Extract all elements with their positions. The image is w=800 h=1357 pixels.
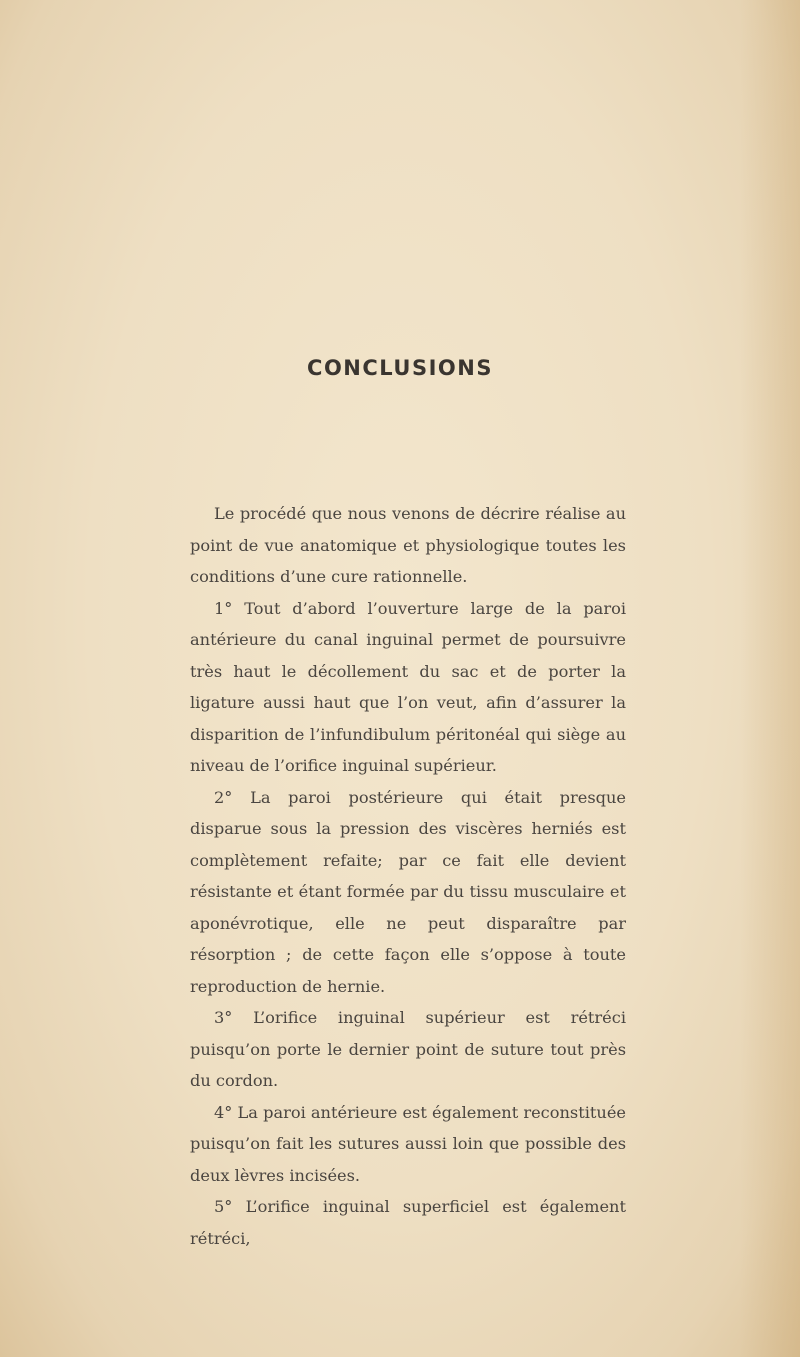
page-title: CONCLUSIONS — [307, 356, 493, 380]
paragraph-point-5: 5° L’orifice inguinal superficiel est également rétréci, — [190, 1197, 626, 1248]
paragraph-point-1: 1° Tout d’abord l’ouverture large de la paroi antérieure du canal inguinal permet de poursuivre très haut le décollement du sac et de porter la ligature aussi haut que l’on veut, afin d’assurer la disparition de l’infundibulum péritonéal qui siège au niveau de l’orifice inguinal supérieur. — [190, 598, 626, 775]
paragraph-point-2: 2° La paroi postérieure qui était presque disparue sous la pression des viscères herniés est complètement refaite; par ce fait elle devient résistante et étant formée par du tissu musculaire et aponévrotique, elle ne peut disparaître par résorption ; de cette façon elle s’oppose à toute reproduction de hernie. — [190, 787, 626, 996]
paragraph-point-3: 3° L’orifice inguinal supérieur est rétréci puisqu’on porte le dernier point de suture tout près du cordon. — [190, 1008, 626, 1090]
paragraph-point-4: 4° La paroi antérieure est également reconstituée puisqu’on fait les sutures aussi loin que possible des deux lèvres incisées. — [190, 1102, 626, 1185]
page-edge-shading — [740, 0, 800, 1357]
body-text — [190, 498, 626, 1254]
paragraph-intro: Le procédé que nous venons de décrire réalise au point de vue anatomique et physiologique toutes les conditions d’une cure rationnelle. — [190, 504, 626, 586]
